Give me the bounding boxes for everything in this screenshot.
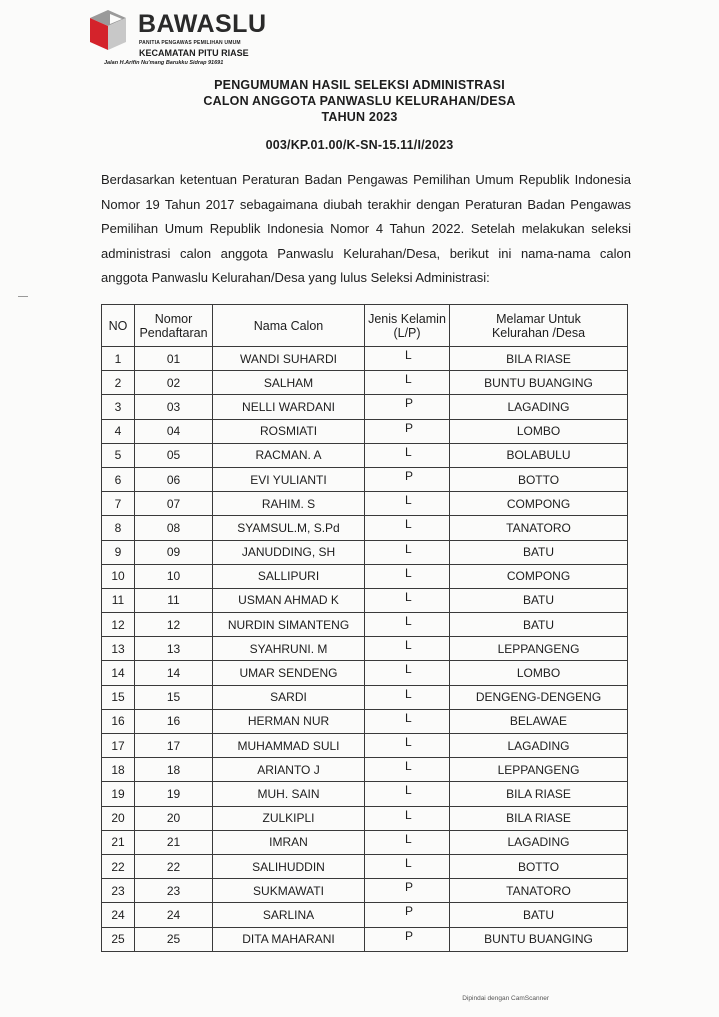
cell-jenis-kelamin: L (365, 637, 450, 661)
cell-nama: SARLINA (213, 903, 365, 927)
cell-jenis-kelamin: L (365, 492, 450, 516)
cell-jenis-kelamin: L (365, 709, 450, 733)
cell-no: 9 (102, 540, 135, 564)
header-nama (213, 305, 365, 347)
cell-no: 15 (102, 685, 135, 709)
cell-nama: ROSMIATI (213, 419, 365, 443)
cell-no: 12 (102, 613, 135, 637)
cell-nomor: 02 (135, 371, 213, 395)
cell-jenis-kelamin: L (365, 588, 450, 612)
cell-nomor: 18 (135, 758, 213, 782)
cell-nomor: 25 (135, 927, 213, 951)
cell-jenis-kelamin: P (365, 879, 450, 903)
cell-nomor: 21 (135, 830, 213, 854)
header-jk-line2: (L/P) (393, 325, 421, 340)
table-row (102, 492, 628, 516)
cell-nama: HERMAN NUR (213, 709, 365, 733)
table-row (102, 927, 628, 951)
cell-nama: DITA MAHARANI (213, 927, 365, 951)
table-row (102, 903, 628, 927)
cell-nama: RAHIM. S (213, 492, 365, 516)
cell-nama: MUH. SAIN (213, 782, 365, 806)
cell-nomor: 07 (135, 492, 213, 516)
cell-nomor: 17 (135, 734, 213, 758)
cell-no: 6 (102, 467, 135, 491)
cell-nama: ZULKIPLI (213, 806, 365, 830)
cell-nomor: 24 (135, 903, 213, 927)
cell-nomor: 22 (135, 854, 213, 878)
table-row (102, 854, 628, 878)
table-row (102, 588, 628, 612)
cell-nomor: 16 (135, 709, 213, 733)
table-row (102, 879, 628, 903)
cell-nomor: 19 (135, 782, 213, 806)
cell-nama: SARDI (213, 685, 365, 709)
cell-no: 18 (102, 758, 135, 782)
header-jk-line1: Jenis Kelamin (368, 311, 446, 326)
cell-melamar: LAGADING (450, 395, 628, 419)
cell-jenis-kelamin: L (365, 516, 450, 540)
cell-melamar: BATU (450, 613, 628, 637)
table-row (102, 419, 628, 443)
cell-no: 21 (102, 830, 135, 854)
cell-no: 7 (102, 492, 135, 516)
cell-nama: WANDI SUHARDI (213, 347, 365, 371)
cell-melamar: BOTTO (450, 854, 628, 878)
table-row (102, 540, 628, 564)
cell-nomor: 14 (135, 661, 213, 685)
cell-melamar: BATU (450, 540, 628, 564)
cell-melamar: LOMBO (450, 661, 628, 685)
cell-melamar: TANATORO (450, 516, 628, 540)
cell-no: 24 (102, 903, 135, 927)
cell-jenis-kelamin: P (365, 903, 450, 927)
cell-nama: SUKMAWATI (213, 879, 365, 903)
table-row (102, 637, 628, 661)
cell-no: 20 (102, 806, 135, 830)
cell-nomor: 12 (135, 613, 213, 637)
cell-melamar: BUNTU BUANGING (450, 371, 628, 395)
cell-jenis-kelamin: L (365, 613, 450, 637)
cell-no: 23 (102, 879, 135, 903)
cell-nomor: 11 (135, 588, 213, 612)
table-row (102, 709, 628, 733)
cell-no: 2 (102, 371, 135, 395)
header-nomor-line2: Pendaftaran (139, 325, 208, 340)
cell-melamar: LAGADING (450, 734, 628, 758)
cell-no: 4 (102, 419, 135, 443)
cell-jenis-kelamin: L (365, 806, 450, 830)
table-row (102, 830, 628, 854)
intro-paragraph (101, 168, 631, 291)
cell-nama: SYAMSUL.M, S.Pd (213, 516, 365, 540)
cell-no: 10 (102, 564, 135, 588)
cell-no: 25 (102, 927, 135, 951)
header-jenis-kelamin (365, 305, 450, 347)
table-row (102, 371, 628, 395)
cell-nama: EVI YULIANTI (213, 467, 365, 491)
cell-melamar: BOLABULU (450, 443, 628, 467)
table-row (102, 806, 628, 830)
cell-melamar: LEPPANGENG (450, 758, 628, 782)
table-body (102, 347, 628, 952)
cell-jenis-kelamin: L (365, 734, 450, 758)
cell-no: 16 (102, 709, 135, 733)
org-district: KECAMATAN PITU RIASE (139, 48, 249, 58)
title-line-3: TAHUN 2023 (321, 110, 398, 124)
cell-nomor: 13 (135, 637, 213, 661)
table-header-row (102, 305, 628, 347)
cell-melamar: LEPPANGENG (450, 637, 628, 661)
cell-no: 11 (102, 588, 135, 612)
cell-nama: SALIHUDDIN (213, 854, 365, 878)
intro-text: Berdasarkan ketentuan Peraturan Badan Pengawas Pemilihan Umum Republik Indonesia Nomor 19 Tahun 2017 sebagaimana diubah terakhir dengan Peraturan Badan Pengawas Pemilihan Umum Republik Indonesia Nomor 4 Tahun 2022. Setelah melakukan seleksi administrasi calon anggota Panwaslu Kelurahan/Desa, berikut ini nama-nama calon anggota Panwaslu Kelurahan/Desa yang lulus Seleksi Administrasi: (101, 172, 631, 285)
table-row (102, 564, 628, 588)
table-row (102, 613, 628, 637)
title-line-1: PENGUMUMAN HASIL SELEKSI ADMINISTRASI (214, 78, 505, 92)
cell-nama: NURDIN SIMANTENG (213, 613, 365, 637)
results-table (101, 304, 628, 952)
cell-nomor: 15 (135, 685, 213, 709)
cell-jenis-kelamin: P (365, 395, 450, 419)
cell-nomor: 05 (135, 443, 213, 467)
cell-nama: SYAHRUNI. M (213, 637, 365, 661)
cell-melamar: BOTTO (450, 467, 628, 491)
cell-melamar: BUNTU BUANGING (450, 927, 628, 951)
cell-no: 8 (102, 516, 135, 540)
org-subtitle: PANITIA PENGAWAS PEMILIHAN UMUM (139, 40, 241, 46)
cell-nomor: 06 (135, 467, 213, 491)
cell-nomor: 23 (135, 879, 213, 903)
cell-melamar: BATU (450, 903, 628, 927)
cell-melamar: BILA RIASE (450, 347, 628, 371)
cell-melamar: COMPONG (450, 564, 628, 588)
table-row (102, 443, 628, 467)
cell-jenis-kelamin: L (365, 758, 450, 782)
table-row (102, 685, 628, 709)
header-no-label: NO (108, 318, 128, 333)
cell-jenis-kelamin: L (365, 443, 450, 467)
cell-jenis-kelamin: L (365, 564, 450, 588)
cell-nomor: 01 (135, 347, 213, 371)
cell-melamar: TANATORO (450, 879, 628, 903)
table-row (102, 467, 628, 491)
cell-no: 3 (102, 395, 135, 419)
cell-no: 19 (102, 782, 135, 806)
title-line-2: CALON ANGGOTA PANWASLU KELURAHAN/DESA (203, 94, 516, 108)
cell-nama: NELLI WARDANI (213, 395, 365, 419)
cell-jenis-kelamin: P (365, 419, 450, 443)
cell-nomor: 09 (135, 540, 213, 564)
cell-no: 5 (102, 443, 135, 467)
table-row (102, 661, 628, 685)
cell-jenis-kelamin: L (365, 782, 450, 806)
letterhead (86, 8, 286, 68)
cell-melamar: BELAWAE (450, 709, 628, 733)
scan-artifact (18, 296, 28, 297)
header-melamar-line2: Kelurahan /Desa (491, 325, 586, 340)
cell-no: 1 (102, 347, 135, 371)
cell-nomor: 10 (135, 564, 213, 588)
cell-nomor: 08 (135, 516, 213, 540)
scanner-watermark: Dipindai dengan CamScanner (462, 995, 549, 1002)
cell-melamar: BILA RIASE (450, 782, 628, 806)
cell-jenis-kelamin: L (365, 830, 450, 854)
bawaslu-logo (86, 8, 130, 52)
cell-nama: IMRAN (213, 830, 365, 854)
cell-nomor: 03 (135, 395, 213, 419)
cell-nama: MUHAMMAD SULI (213, 734, 365, 758)
table-row (102, 734, 628, 758)
cell-jenis-kelamin: L (365, 854, 450, 878)
header-no (102, 305, 135, 347)
header-nomor (135, 305, 213, 347)
cell-nama: UMAR SENDENG (213, 661, 365, 685)
header-nomor-line1: Nomor (154, 311, 193, 326)
document-number: 003/KP.01.00/K-SN-15.11/I/2023 (265, 138, 454, 152)
org-name: BAWASLU (138, 10, 267, 38)
cell-nama: SALLIPURI (213, 564, 365, 588)
cell-jenis-kelamin: L (365, 371, 450, 395)
cell-jenis-kelamin: L (365, 685, 450, 709)
cell-no: 14 (102, 661, 135, 685)
table-row (102, 758, 628, 782)
cell-melamar: COMPONG (450, 492, 628, 516)
cell-no: 17 (102, 734, 135, 758)
cell-jenis-kelamin: P (365, 927, 450, 951)
cell-no: 22 (102, 854, 135, 878)
cell-nama: ARIANTO J (213, 758, 365, 782)
table-row (102, 516, 628, 540)
cell-nama: USMAN AHMAD K (213, 588, 365, 612)
cell-nama: SALHAM (213, 371, 365, 395)
table-row (102, 782, 628, 806)
cell-jenis-kelamin: L (365, 540, 450, 564)
cell-melamar: BILA RIASE (450, 806, 628, 830)
cell-nomor: 04 (135, 419, 213, 443)
cell-melamar: BATU (450, 588, 628, 612)
cell-jenis-kelamin: L (365, 347, 450, 371)
cell-melamar: LAGADING (450, 830, 628, 854)
cell-nama: RACMAN. A (213, 443, 365, 467)
header-melamar (450, 305, 628, 347)
table-row (102, 395, 628, 419)
cell-jenis-kelamin: L (365, 661, 450, 685)
cell-nomor: 20 (135, 806, 213, 830)
cell-nama: JANUDDING, SH (213, 540, 365, 564)
header-nama-label: Nama Calon (253, 318, 324, 333)
header-melamar-line1: Melamar Untuk (496, 311, 581, 326)
table-row (102, 347, 628, 371)
cell-jenis-kelamin: P (365, 467, 450, 491)
cell-no: 13 (102, 637, 135, 661)
cell-melamar: DENGENG-DENGENG (450, 685, 628, 709)
cell-melamar: LOMBO (450, 419, 628, 443)
org-address: Jalan H.Arifin Nu'mang Barukku Sidrap 91691 (104, 60, 224, 66)
